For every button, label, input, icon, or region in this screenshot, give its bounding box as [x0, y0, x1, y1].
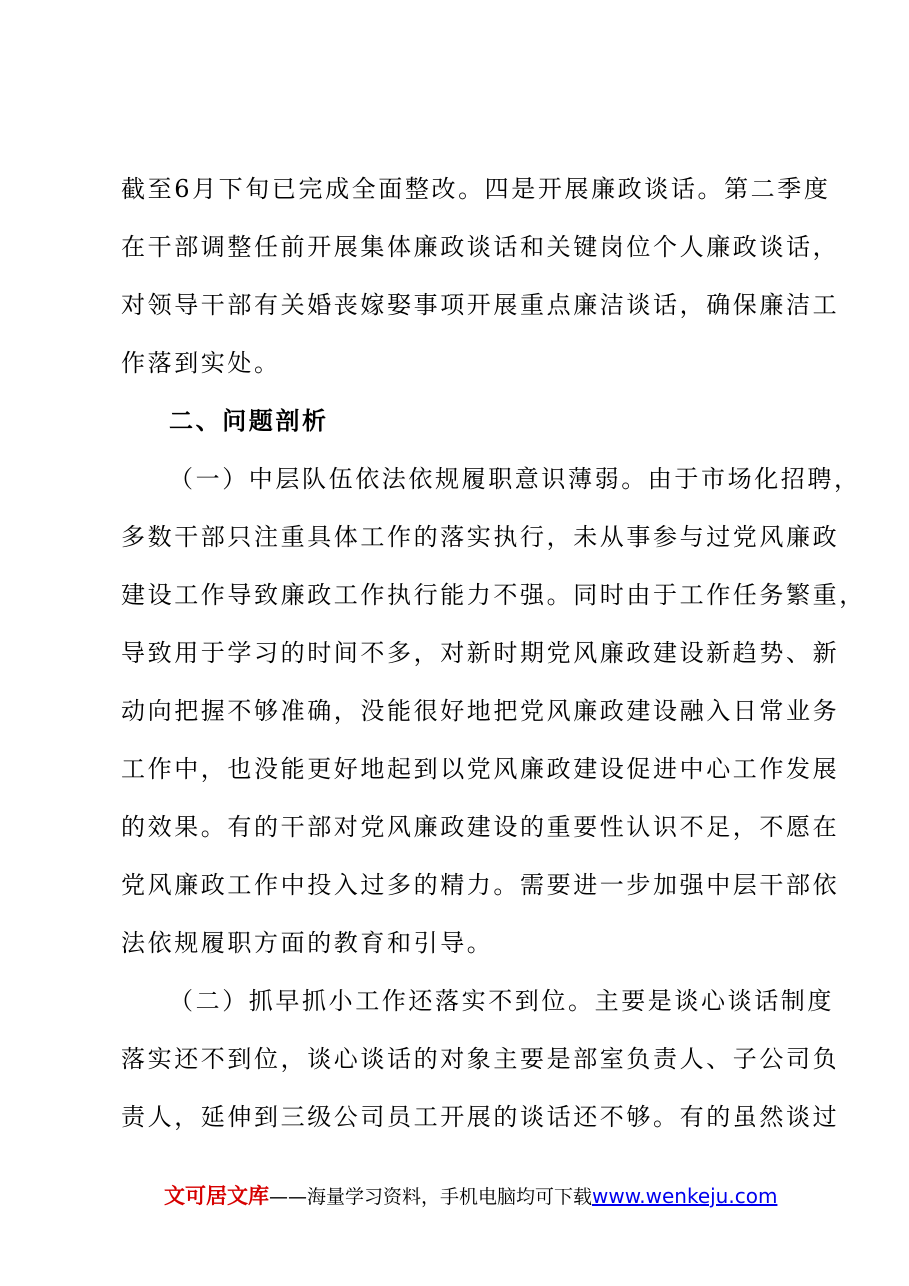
paragraph-line: 的效果。有的干部对党风廉政建设的重要性认识不足，不愿在	[121, 813, 840, 841]
footer-url-link[interactable]: www.wenkeju.com	[592, 1184, 778, 1208]
footer-tagline: ——海量学习资料，手机电脑均可下载	[269, 1186, 593, 1208]
paragraph-line: 动向把握不够准确，没能很好地把党风廉政建设融入日常业务	[121, 697, 840, 725]
paragraph-line: 对领导干部有关婚丧嫁娶事项开展重点廉洁谈话，确保廉洁工	[121, 291, 840, 319]
paragraph-line: 作落到实处。	[121, 349, 281, 377]
footer-banner	[164, 1181, 777, 1211]
paragraph-line: 工作中，也没能更好地起到以党风廉政建设促进中心工作发展	[121, 755, 840, 783]
paragraph-line: 建设工作导致廉政工作执行能力不强。同时由于工作任务繁重，	[121, 581, 866, 609]
paragraph-line: （二）抓早抓小工作还落实不到位。主要是谈心谈话制度	[169, 987, 834, 1015]
paragraph-line: 责人，延伸到三级公司员工开展的谈话还不够。有的虽然谈过	[121, 1103, 840, 1131]
document-body	[121, 160, 866, 1146]
paragraph-line: 截至6月下旬已完成全面整改。四是开展廉政谈话。第二季度	[121, 175, 831, 203]
paragraph-line: 多数干部只注重具体工作的落实执行，未从事参与过党风廉政	[121, 523, 840, 551]
paragraph-line: 党风廉政工作中投入过多的精力。需要进一步加强中层干部依	[121, 871, 840, 899]
footer-brand: 文可居文库	[164, 1184, 269, 1208]
paragraph-line: 法依规履职方面的教育和引导。	[121, 929, 494, 957]
paragraph-line: 导致用于学习的时间不多，对新时期党风廉政建设新趋势、新	[121, 639, 840, 667]
section-heading: 二、问题剖析	[169, 407, 329, 435]
paragraph-line: （一）中层队伍依法依规履职意识薄弱。由于市场化招聘，	[169, 465, 861, 493]
paragraph-line: 落实还不到位，谈心谈话的对象主要是部室负责人、子公司负	[121, 1045, 840, 1073]
paragraph-line: 在干部调整任前开展集体廉政谈话和关键岗位个人廉政谈话，	[121, 233, 840, 261]
